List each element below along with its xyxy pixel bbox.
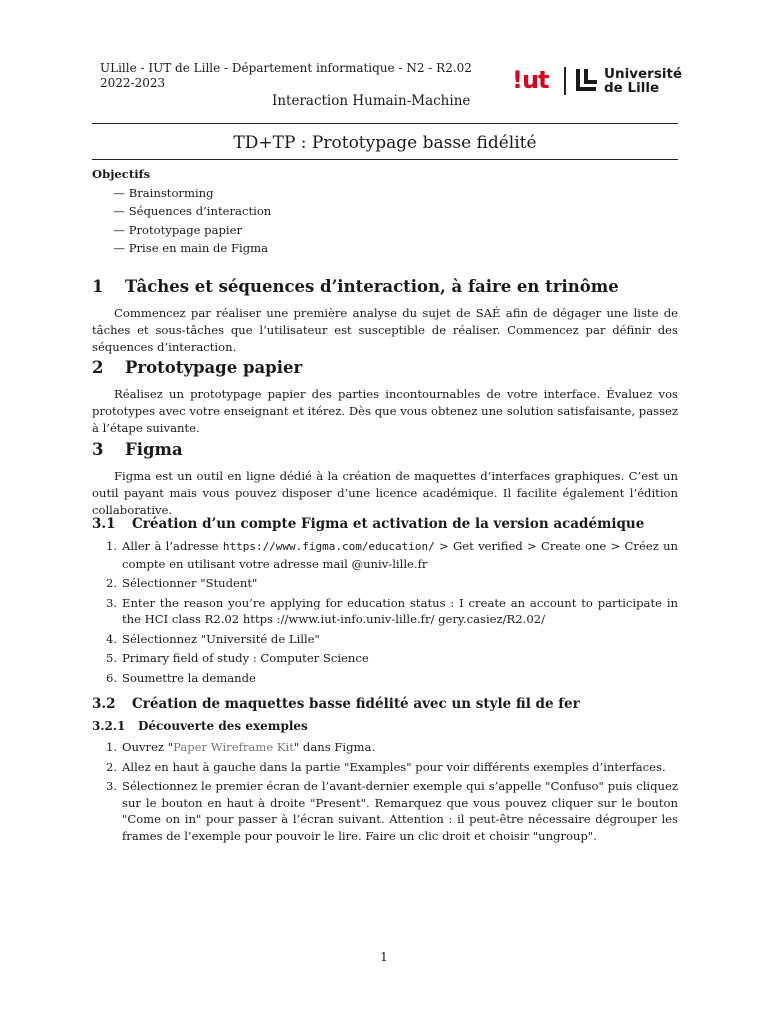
objective-text: Prototypage papier: [128, 222, 243, 237]
section-heading: [92, 277, 678, 296]
section-paragraph: Réalisez un prototypage papier des parties incontournables de votre interface. Évaluez vos prototypes avec votre enseignant et itérez. Dès que vous obtenez une solution satisfaisante, passez à l’étape suivante.: [92, 387, 678, 435]
dash-marker: —: [113, 185, 125, 200]
item-text: Soumettre la demande: [122, 670, 256, 685]
objectives-block: [92, 165, 678, 258]
univ-logo-line2: de Lille: [604, 80, 660, 96]
item-number: 2.: [106, 576, 118, 590]
dash-marker: —: [113, 241, 125, 255]
item-text: Aller à l’adresse: [122, 539, 219, 553]
course-title: Interaction Humain-Machine: [272, 93, 471, 109]
title-rule-bottom: [92, 159, 678, 160]
section-number: 3: [92, 440, 104, 459]
section-heading: [92, 440, 678, 459]
dash-marker: —: [113, 204, 125, 218]
list-item: [92, 631, 678, 648]
list-item: [92, 778, 678, 844]
paper-wireframe-kit-link[interactable]: Paper Wireframe Kit: [173, 740, 294, 754]
header-institution: ULille - IUT de Lille - Département informatique - N2 - R2.02: [100, 61, 472, 75]
item-text: " dans Figma.: [293, 740, 376, 754]
section-paragraph: Figma est un outil en ligne dédié à la création de maquettes d’interfaces graphiques. C’est un outil payant mais vous pouvez disposer d’une licence académique. Il facilite également l’édition collaborative.: [92, 469, 678, 517]
title-rule-top: [92, 123, 678, 124]
item-text: Primary field of study : Computer Science: [122, 651, 369, 665]
item-number: 2.: [106, 759, 118, 774]
list-item: [92, 202, 678, 221]
objective-text: Séquences d’interaction: [128, 204, 272, 218]
account-steps-list: [92, 538, 678, 686]
subsection-title: Création d’un compte Figma et activation de la version académique: [132, 516, 645, 532]
item-text: Ouvrez ": [122, 740, 174, 754]
header-logos: [512, 64, 683, 98]
univ-logo-line1: Université: [604, 66, 683, 82]
objective-text: Prise en main de Figma: [128, 241, 269, 255]
section-paragraph: Commencez par réaliser une première analyse du sujet de SAÉ afin de dégager une liste de tâches et sous-tâches que l’utilisateur est susceptible de réaliser. Commencez par définir des séquences d’interaction.: [92, 306, 678, 354]
subsubsection-number: 3.2.1: [92, 719, 126, 733]
subsection-heading: [92, 696, 678, 712]
item-text: Sélectionnez le premier écran de l’avant-dernier exemple qui s’appelle "Confuso" puis cliquez sur le bouton en haut à droite "Present". Remarquez que vous pouvez cliquer sur le bouton "Come on in" pour passer à l’écran suivant. Attention : il peut-être nécessaire dégrouper les frames de l’exemple pour pouvoir le lire. Faire un clic droit et choisir "ungroup".: [122, 779, 678, 843]
objective-text: Brainstorming: [128, 185, 214, 200]
page-number: 1: [380, 950, 388, 964]
list-item: [92, 575, 678, 592]
list-item: [92, 650, 678, 667]
section-title: Tâches et séquences d’interaction, à faire en trinôme: [125, 277, 619, 296]
header-info: [100, 61, 472, 91]
list-item: [92, 670, 678, 687]
item-number: 3.: [106, 779, 118, 793]
univ-lille-mark-icon: [574, 68, 600, 94]
section-1: [92, 277, 678, 356]
document-title: TD+TP : Prototypage basse fidélité: [233, 133, 537, 153]
list-item: [92, 595, 678, 628]
iut-logo: !ut: [512, 66, 549, 94]
item-number: 4.: [106, 631, 118, 646]
subsubsection-title: Découverte des exemples: [138, 719, 308, 733]
list-item: [92, 239, 678, 258]
logo-separator: [564, 67, 566, 95]
item-number: 3.: [106, 595, 118, 610]
item-text: Enter the reason you’re applying for education status : I create an account to participate in the HCI class R2.02 https ://www.iut-info.univ-lille.fr/ gery.casiez/R2.02/: [122, 595, 678, 626]
item-number: 1.: [106, 740, 118, 754]
item-text: Allez en haut à gauche dans la partie "Examples" pour voir différents exemples d’interfaces.: [122, 759, 666, 774]
header-year: 2022-2023: [100, 76, 166, 90]
subsection-number: 3.2: [92, 696, 116, 712]
section-heading: [92, 358, 678, 377]
objectives-list: [92, 184, 678, 258]
dash-marker: —: [113, 222, 125, 237]
item-text: Sélectionnez "Université de Lille": [122, 631, 320, 646]
section-3: [92, 440, 678, 519]
list-item: [92, 739, 678, 756]
section-title: Figma: [125, 440, 183, 459]
subsection-3-1: [92, 516, 678, 689]
objectives-heading: Objectifs: [92, 167, 151, 181]
examples-steps-list: [92, 739, 678, 844]
list-item: [92, 538, 678, 572]
subsubsection-3-2-1: [92, 719, 678, 847]
item-number: 1.: [106, 539, 118, 553]
item-number: 6.: [106, 670, 118, 685]
item-number: 5.: [106, 651, 118, 665]
list-item: [92, 221, 678, 240]
section-2: [92, 358, 678, 437]
subsection-3-2: [92, 696, 678, 712]
subsection-heading: [92, 516, 678, 532]
subsection-number: 3.1: [92, 516, 116, 532]
section-number: 1: [92, 277, 104, 296]
subsection-title: Création de maquettes basse fidélité avec un style fil de fer: [132, 696, 580, 712]
subsubsection-heading: [92, 719, 678, 733]
item-text: Sélectionner "Student": [122, 576, 258, 590]
item-text: > Get verified > Create one > Créez un compte en utilisant votre adresse mail @univ-lille.fr: [122, 539, 679, 571]
section-number: 2: [92, 358, 104, 377]
univ-lille-logo-text: [604, 67, 682, 95]
list-item: [92, 759, 678, 776]
list-item: [92, 184, 678, 203]
section-title: Prototypage papier: [125, 358, 303, 377]
figma-education-link[interactable]: https://www.figma.com/education/: [222, 540, 435, 553]
